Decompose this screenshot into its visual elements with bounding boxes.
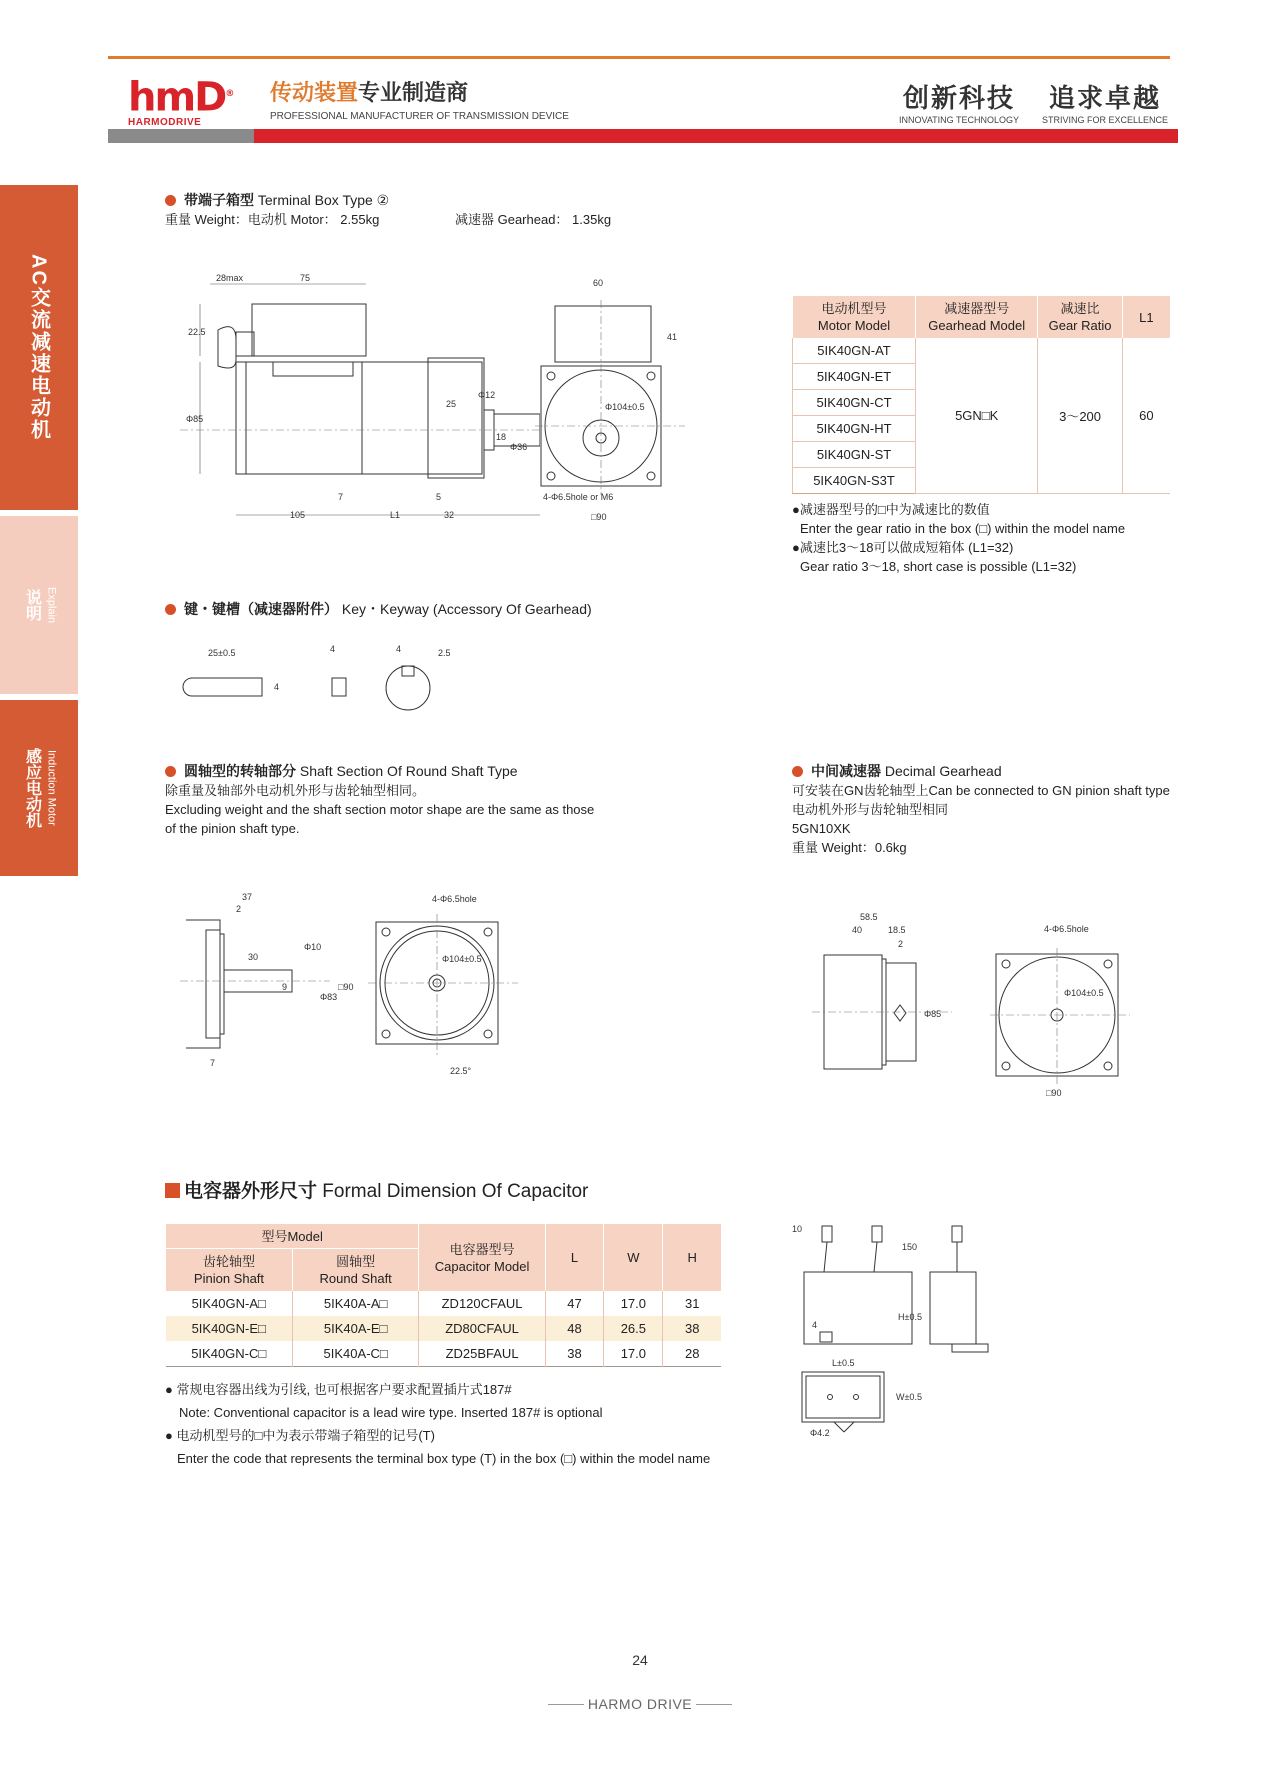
note-line: Gear ratio 3～18, short case is possible (L1=32) <box>800 559 1077 574</box>
round-shaft-desc <box>165 781 594 838</box>
dim-label: 4-Φ6.5hole or M6 <box>543 492 614 502</box>
desc-line: 5GN10XK <box>792 821 851 836</box>
dim-label: 60 <box>593 278 604 288</box>
bullet-dot <box>165 766 176 777</box>
dim-label: 28max <box>216 273 244 283</box>
dim-label: 4 <box>396 644 402 654</box>
dim-label: 105 <box>290 510 306 520</box>
header-pinion-shaft: 齿轮轴型 Pinion Shaft <box>166 1249 293 1292</box>
header-band-gray <box>108 129 254 143</box>
dim-label: 2 <box>898 939 904 949</box>
header-gearhead-model: 减速器型号 Gearhead Model <box>916 296 1038 338</box>
slogan-en: PROFESSIONAL MANUFACTURER OF TRANSMISSION DEVICE <box>270 111 569 122</box>
dim-label: □90 <box>1046 1088 1062 1098</box>
slogan-highlight: 传动装置 <box>270 80 359 105</box>
desc-line: 除重量及轴部外电动机外形与齿轮轴型相同。 <box>165 783 426 798</box>
dim-label: 30 <box>248 952 259 962</box>
registered-mark: ® <box>225 89 233 99</box>
round-shaft-title-en: Shaft Section Of Round Shaft Type <box>299 763 518 779</box>
cap-cell: ZD80CFAUL <box>419 1316 545 1341</box>
dim-label: 4-Φ6.5hole <box>1044 924 1089 934</box>
terminal-box-heading <box>165 190 389 210</box>
motto-innovation-en: INNOVATING TECHNOLOGY <box>898 115 1019 125</box>
capacitor-notes <box>165 1378 710 1470</box>
motto-innovation <box>896 78 1022 125</box>
dim-label: Φ4.2 <box>810 1428 830 1438</box>
dim-label: Φ10 <box>304 942 322 952</box>
dim-label: H±0.5 <box>898 1312 922 1322</box>
l-cell: 47 <box>545 1291 604 1316</box>
h-cell: 31 <box>663 1291 721 1316</box>
dim-label: 4 <box>330 644 336 654</box>
side-tab-ac-motor-label: AC交流减速电动机 <box>27 254 50 441</box>
dim-label: Φ104±0.5 <box>605 402 645 412</box>
dim-label: 22.5° <box>450 1066 472 1076</box>
terminal-box-weight: 重量 Weight：电动机 Motor： 2.55kg <box>165 212 380 227</box>
motor-notes <box>792 500 1125 576</box>
dim-label: Φ104±0.5 <box>442 954 482 964</box>
side-tab-induction-sub: Induction Motor <box>45 750 58 826</box>
dim-label: 22.5 <box>188 327 206 337</box>
note-line: ●减速器型号的□中为减速比的数值 <box>792 502 990 517</box>
header-slogan <box>270 76 569 122</box>
terminal-box-gearhead-weight: 减速器 Gearhead： 1.35kg <box>455 212 612 227</box>
dim-label: 18 <box>496 432 507 442</box>
capacitor-table <box>165 1224 721 1367</box>
desc-line: 电动机外形与齿轮轴型相同 <box>792 802 949 817</box>
motto-innovation-cn: 创新科技 <box>902 84 1015 114</box>
capacitor-heading <box>165 1176 588 1203</box>
dim-label: 37 <box>242 892 253 902</box>
dim-label: L1 <box>390 510 401 520</box>
w-cell: 17.0 <box>604 1341 663 1367</box>
motor-body-outline <box>236 362 482 474</box>
gear-ratio-cell: 3～200 <box>1038 338 1122 494</box>
h-cell: 38 <box>663 1316 721 1341</box>
dim-label: Φ83 <box>320 992 338 1002</box>
desc-line: 可安装在GN齿轮轴型上Can be connected to GN pinion shaft type <box>792 783 1170 798</box>
header-capacitor-model: 电容器型号 Capacitor Model <box>419 1224 545 1291</box>
section-square <box>165 1183 180 1198</box>
header-model: 型号Model <box>166 1224 419 1249</box>
decimal-gearhead-title-en: Decimal Gearhead <box>884 763 1002 779</box>
dim-label: 25 <box>446 399 457 409</box>
bullet-dot <box>792 766 803 777</box>
dim-label: W±0.5 <box>896 1392 922 1402</box>
table-row <box>166 1341 722 1367</box>
table-row <box>166 1316 722 1341</box>
header-h: H <box>663 1224 721 1291</box>
decimal-gearhead-heading <box>792 761 1002 781</box>
round-cell: 5IK40A-A□ <box>292 1291 418 1316</box>
dim-label: Φ85 <box>924 1009 942 1019</box>
dim-label: 4 <box>812 1320 818 1330</box>
h-cell: 28 <box>663 1341 721 1367</box>
motto-excellence <box>1040 78 1170 125</box>
round-shaft-heading <box>165 761 518 781</box>
key-drawing <box>180 630 480 720</box>
dim-label: □90 <box>591 512 607 522</box>
motor-model-cell: 5IK40GN-ET <box>793 364 916 390</box>
terminal-box-side-drawing <box>180 270 540 530</box>
key-title-cn: 键・键槽（减速器附件） <box>184 601 338 617</box>
round-shaft-front-drawing <box>368 890 518 1080</box>
terminal-box-outline <box>252 304 366 356</box>
dim-label: □90 <box>338 982 354 992</box>
motor-model-cell: 5IK40GN-HT <box>793 416 916 442</box>
header-top-rule <box>108 56 1170 59</box>
pinion-cell: 5IK40GN-E□ <box>166 1316 293 1341</box>
header-w: W <box>604 1224 663 1291</box>
motto-excellence-en: STRIVING FOR EXCELLENCE <box>1041 115 1169 125</box>
footer-rule-right <box>696 1704 732 1705</box>
dim-label: 7 <box>338 492 344 502</box>
table-header-row <box>166 1224 722 1249</box>
footer-brand: HARMO DRIVE <box>587 1696 693 1712</box>
dim-label: 58.5 <box>860 912 878 922</box>
slogan-cn: 专业制造商 <box>358 80 469 105</box>
note-line: Note: Conventional capacitor is a lead wire type. Inserted 187# is optional <box>179 1405 603 1420</box>
dim-label: Φ36 <box>510 442 528 452</box>
dim-label: 25±0.5 <box>208 648 236 658</box>
header-gear-ratio: 减速比 Gear Ratio <box>1038 296 1122 338</box>
dim-label: 40 <box>852 925 863 935</box>
dim-label: 9 <box>282 982 288 992</box>
motor-model-cell: 5IK40GN-AT <box>793 338 916 364</box>
decimal-gearhead-title-cn: 中间减速器 <box>811 763 881 779</box>
motor-model-cell: 5IK40GN-S3T <box>793 468 916 494</box>
dim-label: 150 <box>902 1242 918 1252</box>
brand-logo <box>128 74 232 128</box>
decimal-gearhead-front-drawing <box>990 920 1130 1100</box>
note-line: Enter the gear ratio in the box (□) within the model name <box>800 521 1126 536</box>
bullet-dot <box>165 195 176 206</box>
pinion-cell: 5IK40GN-A□ <box>191 1296 266 1311</box>
note-line: ● 常规电容器出线为引线, 也可根据客户要求配置插片式187# <box>165 1382 512 1397</box>
w-cell: 17.0 <box>604 1291 663 1316</box>
l1-cell: 60 <box>1122 338 1170 494</box>
motto-excellence-cn: 追求卓越 <box>1048 84 1161 114</box>
dim-label: Φ85 <box>186 414 204 424</box>
dim-label: Φ12 <box>478 390 496 400</box>
decimal-gearhead-desc <box>792 781 1170 857</box>
dim-label: 32 <box>444 510 455 520</box>
desc-line: Excluding weight and the shaft section motor shape are the same as those <box>165 802 595 817</box>
gearhead-model-cell: 5GN□K <box>916 338 1038 494</box>
bullet-dot <box>165 604 176 615</box>
side-tab-explain-label: 说明 <box>23 589 41 621</box>
side-tab-explain-sub: Explain <box>45 586 58 624</box>
round-cell: 5IK40A-C□ <box>292 1341 418 1367</box>
logo-mark: hmD <box>128 74 226 121</box>
terminal-box-front-drawing <box>535 270 685 530</box>
terminal-box-title-cn: 带端子箱型 <box>184 192 254 208</box>
dim-label: L±0.5 <box>832 1358 855 1368</box>
cap-cell: ZD120CFAUL <box>419 1291 545 1316</box>
dim-label: 4 <box>274 682 280 692</box>
round-shaft-title-cn: 圆轴型的转轴部分 <box>184 763 296 779</box>
side-tab-ac-motor[interactable] <box>0 185 78 510</box>
capacitor-title-en: Formal Dimension Of Capacitor <box>322 1181 589 1202</box>
header-l: L <box>545 1224 604 1291</box>
note-line: Enter the code that represents the terminal box type (T) in the box (□) within the model name <box>177 1451 711 1466</box>
w-cell: 26.5 <box>604 1316 663 1341</box>
dim-label: 4-Φ6.5hole <box>432 894 477 904</box>
dim-label: 18.5 <box>888 925 906 935</box>
side-tab-induction[interactable] <box>0 700 78 876</box>
l-cell: 48 <box>545 1316 604 1341</box>
capacitor-drawing <box>790 1220 1010 1450</box>
side-tab-explain[interactable] <box>0 516 78 694</box>
round-cell: 5IK40A-E□ <box>292 1316 418 1341</box>
dim-label: 41 <box>667 332 678 342</box>
header-motor-model: 电动机型号 Motor Model <box>793 296 916 338</box>
key-heading <box>165 599 592 619</box>
cap-cell: ZD25BFAUL <box>419 1341 545 1367</box>
dim-label: 75 <box>300 273 311 283</box>
round-shaft-side-drawing <box>180 890 370 1080</box>
dim-label: 10 <box>792 1224 803 1234</box>
motor-model-table <box>792 296 1170 494</box>
dim-label: 5 <box>436 492 442 502</box>
table-header-row <box>793 296 1171 338</box>
desc-line: 重量 Weight：0.6kg <box>792 840 907 855</box>
motor-model-cell: 5IK40GN-ST <box>793 442 916 468</box>
key-title-en: Key・Keyway (Accessory Of Gearhead) <box>341 601 592 617</box>
page-number: 24 <box>632 1652 648 1668</box>
terminal-box-title-en: Terminal Box Type ② <box>257 192 390 208</box>
table-row <box>166 1291 722 1316</box>
note-line: ●减速比3～18可以做成短箱体 (L1=32) <box>792 540 1014 555</box>
decimal-gearhead-side-drawing <box>812 905 952 1085</box>
desc-line: of the pinion shaft type. <box>165 821 300 836</box>
dim-label: 2.5 <box>438 648 451 658</box>
dim-label: 2 <box>236 904 242 914</box>
header-round-shaft: 圆轴型 Round Shaft <box>292 1249 418 1292</box>
dim-label: 7 <box>210 1058 216 1068</box>
table-row <box>793 338 1171 364</box>
side-tab-induction-label: 感应电动机 <box>23 748 41 828</box>
note-line: ● 电动机型号的□中为表示带端子箱型的记号(T) <box>165 1428 435 1443</box>
header-l1: L1 <box>1122 296 1170 338</box>
header-band-red <box>254 129 1178 143</box>
dim-label: Φ104±0.5 <box>1064 988 1104 998</box>
l-cell: 38 <box>545 1341 604 1367</box>
logo-wordmark: HARMODRIVE <box>128 117 202 129</box>
pinion-cell: 5IK40GN-C□ <box>191 1346 267 1361</box>
motor-model-cell: 5IK40GN-CT <box>793 390 916 416</box>
capacitor-title-cn: 电容器外形尺寸 <box>184 1181 318 1202</box>
